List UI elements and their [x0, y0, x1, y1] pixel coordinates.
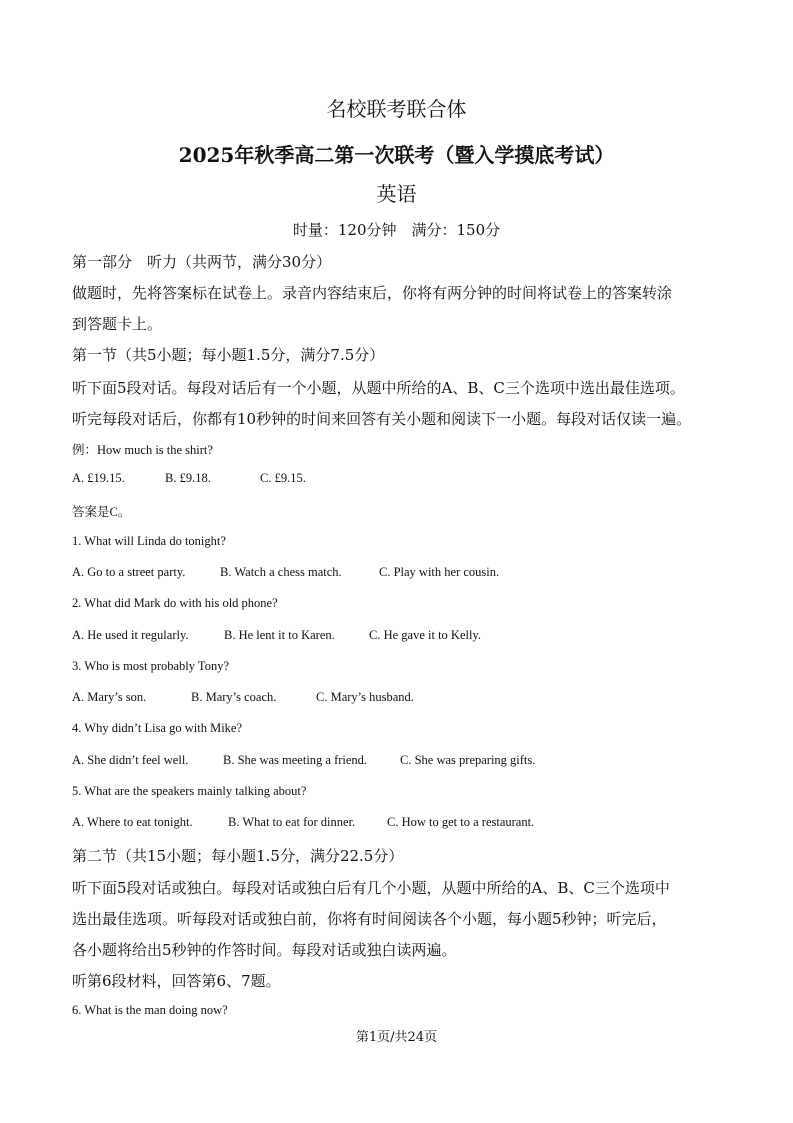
section2-instructions-line2: 选出最佳选项。听每段对话或独白前，你将有时间阅读各个小题，每小题5秒钟；听完后， [72, 910, 667, 928]
example-option-a: A. £19.15. [72, 471, 125, 485]
section2-instructions-line3: 各小题将给出5秒钟的作答时间。每段对话或独白读两遍。 [72, 941, 457, 959]
question-4-option-b: B. She was meeting a friend. [223, 753, 368, 767]
part1-instructions-line1: 做题时，先将答案标在试卷上。录音内容结束后，你将有两分钟的时间将试卷上的答案转涂 [72, 284, 673, 302]
question-5: 5. What are the speakers mainly talking about? [72, 784, 307, 798]
time-info: 时量：120分钟 满分：150分 [292, 221, 501, 239]
example-option-c: C. £9.15. [260, 471, 306, 485]
question-4-option-a: A. She didn’t feel well. [72, 753, 189, 767]
example-answer: 答案是C。 [72, 505, 131, 519]
question-3-option-a: A. Mary’s son. [72, 690, 147, 704]
question-4-option-c: C. She was preparing gifts. [400, 753, 536, 767]
section1-instructions-line2: 听完每段对话后，你都有10秒钟的时间来回答有关小题和阅读下一小题。每段对话仅读一遍。 [72, 410, 692, 428]
question-1-option-c: C. Play with her cousin. [379, 565, 500, 579]
question-3: 3. Who is most probably Tony? [72, 659, 229, 673]
section1-instructions-line1: 听下面5段对话。每段对话后有一个小题，从题中所给的A、B、C三个选项中选出最佳选项。 [72, 379, 685, 397]
question-2-option-b: B. He lent it to Karen. [224, 628, 335, 642]
question-6: 6. What is the man doing now? [72, 1003, 228, 1017]
question-1: 1. What will Linda do tonight? [72, 534, 226, 548]
org-title: 名校联考联合体 [326, 97, 467, 121]
section2-instructions-line1: 听下面5段对话或独白。每段对话或独白后有几个小题，从题中所给的A、B、C三个选项中 [72, 879, 670, 897]
example-option-b: B. £9.18. [165, 471, 211, 485]
question-4: 4. Why didn’t Lisa go with Mike? [72, 721, 243, 735]
question-5-option-c: C. How to get to a restaurant. [387, 815, 535, 829]
question-2-option-c: C. He gave it to Kelly. [369, 628, 482, 642]
example-question: 例：How much is the shirt? [72, 443, 213, 457]
part1-heading: 第一部分 听力（共两节，满分30分） [72, 253, 332, 271]
section1-heading: 第一节（共5小题；每小题1.5分，满分7.5分） [72, 346, 385, 364]
question-5-option-a: A. Where to eat tonight. [72, 815, 193, 829]
question-3-option-b: B. Mary’s coach. [191, 690, 277, 704]
exam-title: 2025年秋季高二第一次联考（暨入学摸底考试） [178, 143, 615, 167]
page-footer: 第1页/共24页 [355, 1030, 438, 1045]
question-1-option-b: B. Watch a chess match. [220, 565, 342, 579]
question-3-option-c: C. Mary’s husband. [316, 690, 414, 704]
part1-instructions-line2: 到答题卡上。 [72, 315, 163, 333]
question-1-option-a: A. Go to a street party. [72, 565, 186, 579]
question-5-option-b: B. What to eat for dinner. [228, 815, 356, 829]
question-2-option-a: A. He used it regularly. [72, 628, 189, 642]
subject-title: 英语 [376, 182, 417, 206]
section2-heading: 第二节（共15小题；每小题1.5分，满分22.5分） [72, 847, 404, 865]
question-2: 2. What did Mark do with his old phone? [72, 596, 278, 610]
material-6-instruction: 听第6段材料，回答第6、7题。 [72, 972, 281, 990]
